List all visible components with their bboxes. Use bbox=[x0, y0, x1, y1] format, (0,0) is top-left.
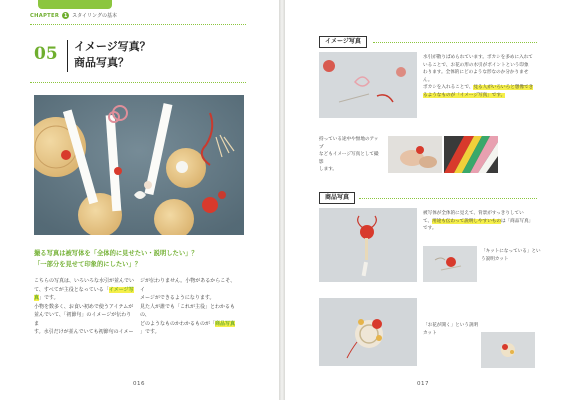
body-text: 見た人が誰でも「これが主役」とわかるもの、 bbox=[140, 303, 236, 318]
chapter-title: スタイリングの基本 bbox=[72, 13, 117, 19]
body-text: ジが伝わりません。小物があるからこそ、イ bbox=[140, 278, 236, 293]
caption-text bbox=[423, 218, 541, 226]
highlight-text: 用途も伝わって説明しやすいもの bbox=[432, 218, 501, 224]
caption-text: 「お花が開く」という説明 bbox=[423, 323, 479, 328]
caption-text: は「商品写真」 bbox=[500, 218, 534, 224]
caption-text: です。 bbox=[423, 226, 437, 231]
highlight-text: 商品写真 bbox=[215, 320, 236, 327]
hero-photo-illustration bbox=[34, 95, 244, 235]
caption-text: ボカシを入れることで、 bbox=[423, 85, 474, 90]
section-divider bbox=[67, 40, 68, 72]
caption-text: カット bbox=[423, 330, 437, 336]
caption-text: 持っている途中や無地のアップ bbox=[319, 137, 379, 150]
caption-text: う説明カット bbox=[481, 256, 509, 262]
body-text: メージができるようになります。 bbox=[140, 295, 215, 301]
tag-product-photo: 商品写真 bbox=[319, 192, 355, 204]
header-dotted-rule bbox=[30, 24, 246, 25]
body-text: す。水引だけが並んでいても初節句のイメー bbox=[34, 329, 134, 335]
caption-text: などもイメージ写真として撮影 bbox=[319, 152, 379, 165]
caption-text: わります。全体的にどのような形なのか分かりませ bbox=[423, 70, 529, 75]
body-text bbox=[34, 286, 134, 295]
caption-text: 水引が散りばめられています。ボカシを多めに入れて bbox=[423, 55, 533, 60]
right-page bbox=[285, 0, 564, 400]
photo-product-3-illustration bbox=[319, 298, 417, 366]
chapter-number: 1 bbox=[63, 12, 68, 19]
photo-product-1 bbox=[319, 208, 417, 282]
chapter-tab bbox=[38, 0, 112, 9]
caption-product-1 bbox=[423, 210, 541, 233]
caption-text: て、 bbox=[423, 218, 433, 224]
photo-product-4-illustration bbox=[481, 332, 535, 368]
body-column-2 bbox=[140, 277, 240, 337]
photo-image-3-illustration bbox=[444, 136, 498, 173]
photo-image-2-illustration bbox=[388, 136, 442, 173]
chapter-label: CHAPTER bbox=[30, 12, 60, 19]
chapter-header bbox=[30, 12, 117, 19]
caption-text: いることで、お花の形の水引がポイントという印象 bbox=[423, 62, 529, 68]
body-text: こちらの写真は、いろいろな水引が並んでい bbox=[34, 278, 135, 284]
caption-product-3 bbox=[423, 322, 483, 337]
question-line-1: 撮る写真は被写体を「全体的に見せたい・説明したい」？ bbox=[34, 250, 198, 257]
highlight-text: るようなものが「イメージ写真」です。 bbox=[423, 92, 506, 98]
highlight-text: イメージ写 bbox=[108, 286, 134, 293]
photo-image-1 bbox=[319, 52, 417, 118]
body-text bbox=[140, 320, 240, 329]
caption-text bbox=[423, 92, 541, 100]
caption-product-2 bbox=[481, 248, 541, 263]
body-text bbox=[34, 294, 134, 303]
photo-product-1-illustration bbox=[319, 208, 417, 282]
title-dotted-rule bbox=[30, 82, 246, 83]
left-page bbox=[0, 0, 279, 400]
body-text: て、すべてが主役となっている「 bbox=[34, 286, 109, 293]
body-text: 並んでいて、「初節句」のイメージが伝わりま bbox=[34, 312, 132, 327]
body-text: 」です。 bbox=[140, 329, 160, 335]
body-text: どのようなものかわかるものが「 bbox=[140, 320, 216, 327]
caption-text: します。 bbox=[319, 167, 338, 172]
hero-photo bbox=[34, 95, 244, 235]
photo-image-1-illustration bbox=[319, 52, 417, 118]
body-text: 」です。 bbox=[39, 295, 59, 301]
highlight-text: 真 bbox=[34, 295, 40, 301]
photo-product-3 bbox=[319, 298, 417, 366]
caption-text: ん。 bbox=[423, 77, 433, 83]
photo-product-4 bbox=[481, 332, 535, 368]
photo-product-2-illustration bbox=[423, 246, 477, 282]
caption-text: 「キットになっている」とい bbox=[481, 249, 541, 254]
body-text: 小物を数多く、お食い初めで使うアイテムが bbox=[34, 303, 134, 310]
caption-image-1 bbox=[423, 54, 541, 99]
section-title bbox=[74, 39, 151, 71]
caption-text: 被写体が全体的に見えて、背景がすっきりしてい bbox=[423, 211, 524, 216]
photo-product-2 bbox=[423, 246, 477, 282]
page-number-left: 016 bbox=[133, 381, 145, 387]
photo-image-3 bbox=[444, 136, 498, 173]
caption-image-2 bbox=[319, 136, 379, 174]
tag-image-photo: イメージ写真 bbox=[319, 36, 367, 48]
highlight-text: 見る人がいろいろと想像でき bbox=[473, 85, 534, 90]
caption-text bbox=[423, 84, 541, 92]
photo-image-2 bbox=[388, 136, 442, 173]
section-title-line2: 商品写真？ bbox=[74, 56, 129, 69]
page-number-right: 017 bbox=[417, 381, 429, 387]
tag-dotted-rule bbox=[373, 42, 537, 43]
section-number: 05 bbox=[34, 44, 58, 64]
body-column-1 bbox=[34, 277, 134, 337]
tag-dotted-rule bbox=[359, 198, 537, 199]
question-line-2: 「一部分を見せて印象的にしたい」？ bbox=[34, 261, 142, 268]
section-title-line1: イメージ写真？ bbox=[74, 40, 151, 53]
